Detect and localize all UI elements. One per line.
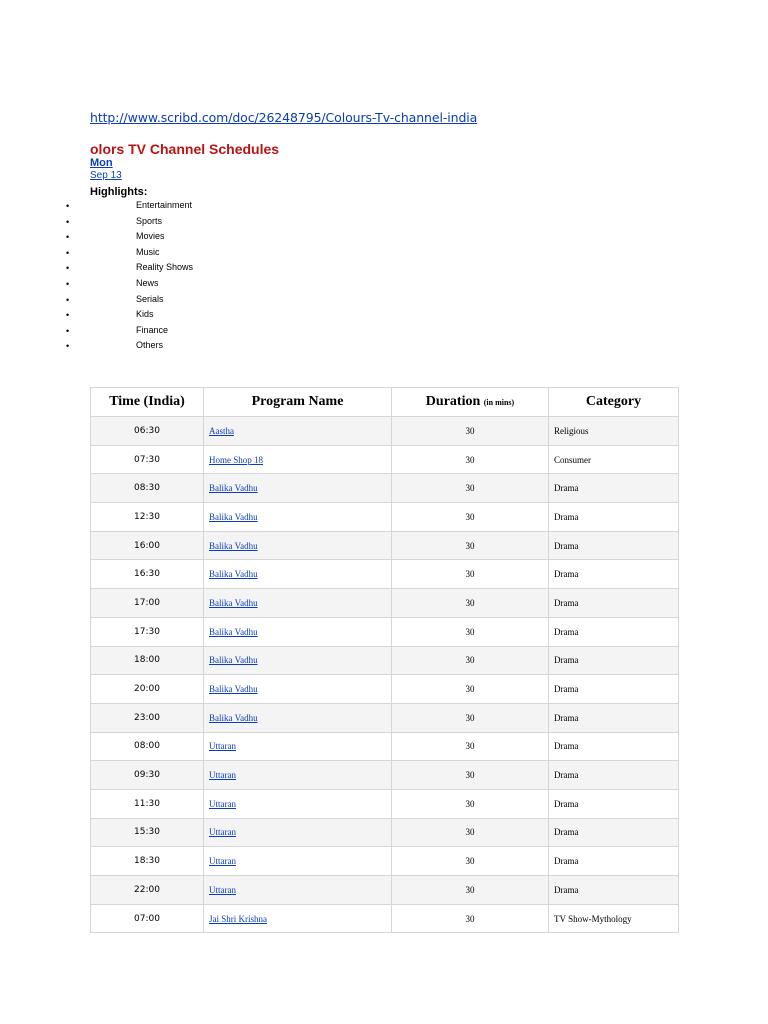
duration-cell: 30 — [392, 503, 549, 532]
highlight-label: Others — [136, 340, 164, 351]
category-cell: Drama — [549, 589, 679, 618]
bullet-icon: • — [66, 247, 70, 258]
time-cell: 08:00 — [91, 732, 204, 761]
highlight-label: Music — [136, 246, 160, 257]
highlight-label: Kids — [136, 309, 154, 320]
duration-cell: 30 — [392, 761, 549, 790]
duration-cell: 30 — [392, 818, 549, 847]
time-cell: 15:30 — [91, 818, 204, 847]
category-cell: Consumer — [549, 445, 679, 474]
program-cell — [204, 445, 392, 474]
program-link[interactable]: Uttaran — [209, 770, 236, 781]
program-cell — [204, 761, 392, 790]
table-row — [91, 617, 679, 646]
program-link[interactable]: Home Shop 18 — [209, 454, 263, 465]
category-cell: Drama — [549, 761, 679, 790]
program-link[interactable]: Balika Vadhu — [209, 597, 258, 608]
program-link[interactable]: Balika Vadhu — [209, 511, 258, 522]
bullet-icon: • — [66, 216, 70, 227]
program-cell — [204, 675, 392, 704]
duration-cell: 30 — [392, 675, 549, 704]
highlight-label: Entertainment — [136, 200, 193, 210]
table-row — [91, 445, 679, 474]
page-title: olors TV Channel Schedules — [90, 141, 280, 157]
category-cell: TV Show-Mythology — [549, 904, 679, 933]
time-cell: 18:30 — [91, 847, 204, 876]
duration-cell: 30 — [392, 617, 549, 646]
program-cell — [204, 617, 392, 646]
table-row — [91, 589, 679, 618]
program-link[interactable]: Aastha — [209, 425, 234, 436]
table-row — [91, 646, 679, 675]
category-cell: Drama — [549, 560, 679, 589]
header-duration — [392, 388, 549, 417]
table-row — [91, 847, 679, 876]
program-link[interactable]: Balika Vadhu — [209, 540, 258, 551]
time-cell: 22:00 — [91, 876, 204, 905]
program-link[interactable]: Balika Vadhu — [209, 483, 258, 494]
table-row — [91, 560, 679, 589]
duration-cell: 30 — [392, 904, 549, 933]
duration-cell: 30 — [392, 531, 549, 560]
table-row — [91, 675, 679, 704]
time-cell: 12:30 — [91, 503, 204, 532]
duration-cell: 30 — [392, 732, 549, 761]
category-cell: Drama — [549, 876, 679, 905]
time-cell: 16:30 — [91, 560, 204, 589]
time-cell: 23:00 — [91, 703, 204, 732]
time-cell: 06:30 — [91, 417, 204, 446]
program-link[interactable]: Uttaran — [209, 741, 236, 752]
program-cell — [204, 732, 392, 761]
duration-cell: 30 — [392, 474, 549, 503]
program-cell — [204, 589, 392, 618]
header-time: Time (India) — [91, 388, 204, 417]
table-header-row — [91, 388, 679, 417]
program-cell — [204, 531, 392, 560]
highlight-label: News — [136, 277, 159, 288]
duration-cell: 30 — [392, 417, 549, 446]
category-cell: Drama — [549, 531, 679, 560]
table-row — [91, 761, 679, 790]
program-link[interactable]: Uttaran — [209, 884, 236, 895]
highlight-label: Serials — [136, 293, 164, 304]
category-cell: Drama — [549, 847, 679, 876]
source-url-link[interactable]: http://www.scribd.com/doc/26248795/Colours-Tv-channel-india — [90, 110, 478, 125]
time-cell: 17:30 — [91, 617, 204, 646]
table-row — [91, 503, 679, 532]
program-link[interactable]: Uttaran — [209, 856, 236, 867]
program-cell — [204, 876, 392, 905]
table-row — [91, 789, 679, 818]
highlights-heading: Highlights: — [90, 186, 148, 198]
program-link[interactable]: Uttaran — [209, 798, 236, 809]
time-cell: 07:00 — [91, 904, 204, 933]
category-cell: Drama — [549, 789, 679, 818]
bullet-icon: • — [66, 232, 70, 243]
header-duration-label: Duration — [425, 394, 481, 409]
header-duration-unit: (in mins) — [483, 398, 515, 407]
bullet-icon: • — [66, 201, 70, 211]
table-row — [91, 904, 679, 933]
duration-cell: 30 — [392, 560, 549, 589]
program-link[interactable]: Balika Vadhu — [209, 569, 258, 580]
table-row — [91, 703, 679, 732]
bullet-icon: • — [66, 341, 70, 352]
category-cell: Drama — [549, 503, 679, 532]
program-cell — [204, 560, 392, 589]
time-cell: 18:00 — [91, 646, 204, 675]
category-cell: Drama — [549, 818, 679, 847]
program-cell — [204, 503, 392, 532]
category-cell: Drama — [549, 474, 679, 503]
time-cell: 09:30 — [91, 761, 204, 790]
bullet-icon: • — [66, 263, 70, 274]
time-cell: 08:30 — [91, 474, 204, 503]
time-cell: 16:00 — [91, 531, 204, 560]
category-cell: Drama — [549, 675, 679, 704]
program-cell — [204, 646, 392, 675]
program-link[interactable]: Balika Vadhu — [209, 655, 258, 666]
highlight-label: Movies — [136, 231, 165, 242]
program-link[interactable]: Uttaran — [209, 827, 236, 838]
time-cell: 11:30 — [91, 789, 204, 818]
duration-cell: 30 — [392, 703, 549, 732]
bullet-icon: • — [66, 294, 70, 305]
category-cell: Drama — [549, 617, 679, 646]
duration-cell: 30 — [392, 646, 549, 675]
duration-cell: 30 — [392, 847, 549, 876]
schedule-table — [90, 387, 679, 933]
highlight-label: Sports — [136, 215, 163, 226]
duration-cell: 30 — [392, 876, 549, 905]
duration-cell: 30 — [392, 789, 549, 818]
category-cell: Drama — [549, 732, 679, 761]
category-cell: Religious — [549, 417, 679, 446]
bullet-icon: • — [66, 278, 70, 289]
highlight-label: Finance — [136, 324, 169, 335]
program-link[interactable]: Balika Vadhu — [209, 712, 258, 723]
table-row — [91, 531, 679, 560]
bullet-icon: • — [66, 325, 70, 336]
program-cell — [204, 703, 392, 732]
table-row — [91, 818, 679, 847]
highlight-label: Reality Shows — [136, 262, 194, 273]
date-link[interactable]: Sep 13 — [90, 170, 122, 181]
duration-cell: 30 — [392, 589, 549, 618]
program-cell — [204, 904, 392, 933]
table-row — [91, 732, 679, 761]
category-cell: Drama — [549, 703, 679, 732]
day-link[interactable]: Mon — [90, 157, 113, 169]
bullet-icon: • — [66, 310, 70, 321]
program-cell — [204, 417, 392, 446]
table-row — [91, 474, 679, 503]
time-cell: 07:30 — [91, 445, 204, 474]
header-category: Category — [549, 388, 679, 417]
header-program: Program Name — [204, 388, 392, 417]
program-cell — [204, 818, 392, 847]
program-link[interactable]: Balika Vadhu — [209, 684, 258, 695]
table-row — [91, 417, 679, 446]
program-cell — [204, 847, 392, 876]
duration-cell: 30 — [392, 445, 549, 474]
category-cell: Drama — [549, 646, 679, 675]
program-cell — [204, 474, 392, 503]
program-cell — [204, 789, 392, 818]
program-link[interactable]: Balika Vadhu — [209, 626, 258, 637]
program-link[interactable]: Jai Shri Krishna — [209, 913, 267, 924]
table-row — [91, 876, 679, 905]
time-cell: 17:00 — [91, 589, 204, 618]
time-cell: 20:00 — [91, 675, 204, 704]
